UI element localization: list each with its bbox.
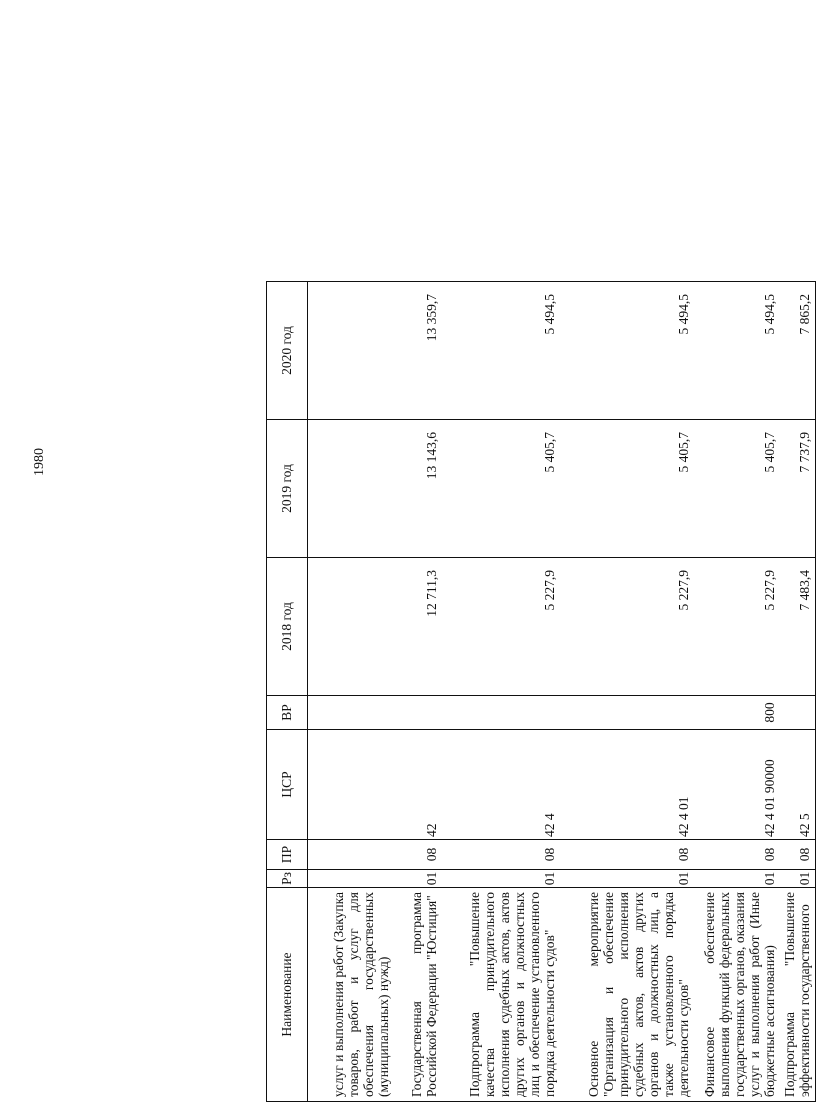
table-row xyxy=(560,282,694,1102)
row-name: Основное мероприятие "Организация и обеспечение принудительного исполнения судебных актов, актов других органов и должностных лиц, а также установленного порядка деятельности судов" xyxy=(560,888,694,1102)
table-row xyxy=(308,282,394,1102)
row-csr xyxy=(308,730,394,840)
table-header-row xyxy=(267,282,308,1102)
row-rz: 01 xyxy=(694,870,780,888)
table-row xyxy=(394,282,442,1102)
row-pr: 08 xyxy=(694,840,780,870)
row-name: Подпрограмма "Повышение эффективности государственного xyxy=(780,888,816,1102)
row-rz: 01 xyxy=(780,870,816,888)
row-vr xyxy=(780,696,816,730)
row-2020: 13 359,7 xyxy=(394,282,442,420)
row-csr: 42 5 xyxy=(780,730,816,840)
row-2019: 5 405,7 xyxy=(442,420,560,558)
row-2020: 7 865,2 xyxy=(780,282,816,420)
row-2018: 7 483,4 xyxy=(780,558,816,696)
row-name: услуг и выполнения работ (Закупка товаров, работ и услуг для обеспечения государственных (муниципальных) нужд) xyxy=(308,888,394,1102)
row-name: Подпрограмма "Повышение качества принудительного исполнения судебных актов, актов других органов и должностных лиц и обеспечение установленного порядка деятельности судов" xyxy=(442,888,560,1102)
row-rz: 01 xyxy=(560,870,694,888)
row-2018: 5 227,9 xyxy=(694,558,780,696)
table-row xyxy=(442,282,560,1102)
header-vr: ВР xyxy=(267,696,308,730)
row-name: Финансовое обеспечение выполнения функций федеральных государственных органов, оказания услуг и выполнения работ (Иные бюджетные ассигнования) xyxy=(694,888,780,1102)
row-rz xyxy=(308,870,394,888)
row-2020: 5 494,5 xyxy=(442,282,560,420)
row-vr xyxy=(442,696,560,730)
header-name: Наименование xyxy=(267,888,308,1102)
row-vr xyxy=(308,696,394,730)
row-2019 xyxy=(308,420,394,558)
header-rz: Рз xyxy=(267,870,308,888)
row-2018 xyxy=(308,558,394,696)
row-name: Государственная программа Российской Федерации "Юстиция" xyxy=(394,888,442,1102)
row-2019: 7 737,9 xyxy=(780,420,816,558)
row-rz: 01 xyxy=(442,870,560,888)
row-pr: 08 xyxy=(442,840,560,870)
row-vr: 800 xyxy=(694,696,780,730)
row-pr: 08 xyxy=(394,840,442,870)
header-2020: 2020 год xyxy=(267,282,308,420)
budget-table xyxy=(266,281,816,1102)
row-rz: 01 xyxy=(394,870,442,888)
row-2018: 5 227,9 xyxy=(560,558,694,696)
row-vr xyxy=(560,696,694,730)
row-csr: 42 4 01 xyxy=(560,730,694,840)
row-csr: 42 xyxy=(394,730,442,840)
row-2019: 5 405,7 xyxy=(694,420,780,558)
row-csr: 42 4 xyxy=(442,730,560,840)
row-2020: 5 494,5 xyxy=(560,282,694,420)
row-pr: 08 xyxy=(560,840,694,870)
header-csr: ЦСР xyxy=(267,730,308,840)
table-row xyxy=(780,282,816,1102)
row-pr xyxy=(308,840,394,870)
header-pr: ПР xyxy=(267,840,308,870)
row-2018: 5 227,9 xyxy=(442,558,560,696)
row-2020 xyxy=(308,282,394,420)
row-pr: 08 xyxy=(780,840,816,870)
row-csr: 42 4 01 90000 xyxy=(694,730,780,840)
row-2019: 5 405,7 xyxy=(560,420,694,558)
row-2018: 12 711,3 xyxy=(394,558,442,696)
row-vr xyxy=(394,696,442,730)
budget-table-rotated xyxy=(266,282,814,1102)
table-row xyxy=(694,282,780,1102)
header-2018: 2018 год xyxy=(267,558,308,696)
page-number: 1980 xyxy=(32,448,47,476)
row-2019: 13 143,6 xyxy=(394,420,442,558)
row-2020: 5 494,5 xyxy=(694,282,780,420)
header-2019: 2019 год xyxy=(267,420,308,558)
